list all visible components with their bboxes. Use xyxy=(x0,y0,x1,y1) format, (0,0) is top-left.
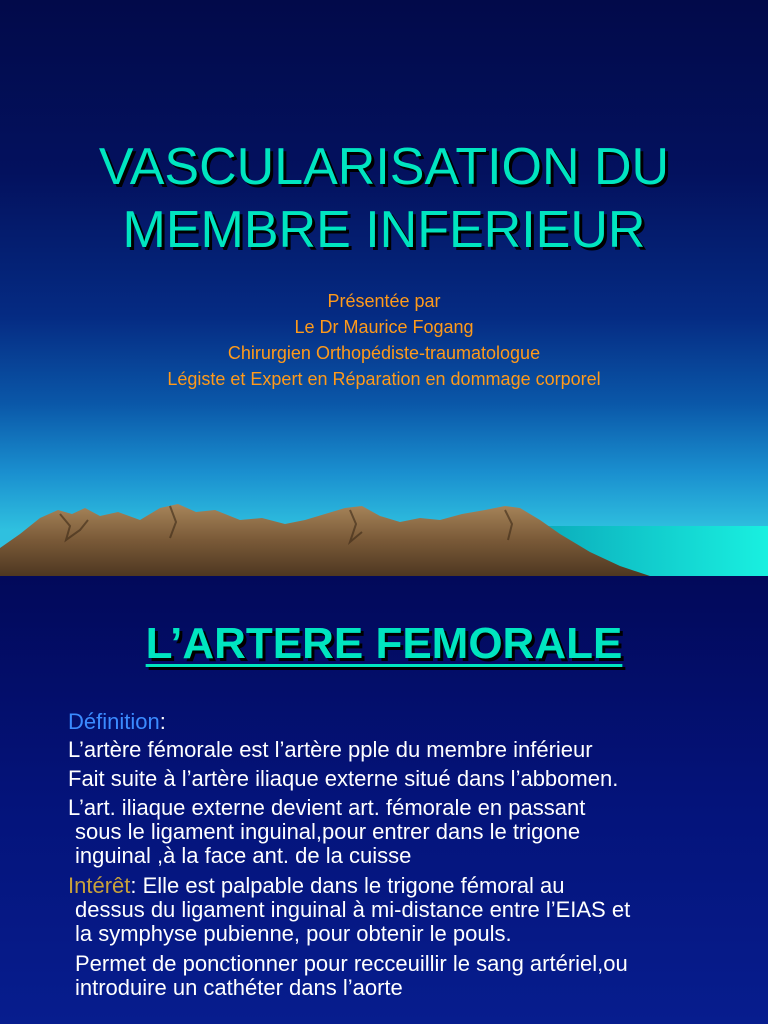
text-line: inguinal ,à la face ant. de la cuisse xyxy=(75,843,412,868)
presenter-name: Le Dr Maurice Fogang xyxy=(294,317,474,337)
presented-by: Présentée par xyxy=(327,291,441,311)
text-line: Permet de ponctionner pour recceuillir le sang artériel,ou xyxy=(75,951,628,976)
definition-label: Définition xyxy=(68,709,160,734)
definition-heading xyxy=(68,710,758,734)
slide2-body xyxy=(68,710,758,1006)
title-line-1: VASCULARISATION DU xyxy=(98,138,670,196)
text-line: sous le ligament inguinal,pour entrer dans le trigone xyxy=(75,819,581,844)
text-line: introduire un cathéter dans l’aorte xyxy=(75,975,403,1000)
mountain-landscape-image xyxy=(0,490,768,576)
title-line-2: MEMBRE INFERIEUR xyxy=(122,201,646,259)
text-line: L’art. iliaque externe devient art. fémorale en passant xyxy=(68,795,586,820)
text-paragraph xyxy=(68,952,758,1000)
slide2-title: L’ARTERE FEMORALE xyxy=(145,619,623,668)
text-line: Fait suite à l’artère iliaque externe situé dans l’abbomen. xyxy=(68,766,619,791)
text-line: la symphyse pubienne, pour obtenir le pouls. xyxy=(75,921,512,946)
text-line: L’artère fémorale est l’artère pple du membre inférieur xyxy=(68,737,593,762)
presenter-specialty: Chirurgien Orthopédiste-traumatologue xyxy=(227,343,541,363)
definition-colon: : xyxy=(159,709,166,734)
slide-title-heading xyxy=(0,136,768,262)
text-line: dessus du ligament inguinal à mi-distance entre l’EIAS et xyxy=(75,897,631,922)
interet-label: Intérêt xyxy=(68,873,131,898)
text-paragraph xyxy=(68,796,758,868)
slide-femoral-artery xyxy=(0,576,768,1024)
presenter-expertise: Légiste et Expert en Réparation en dommage corporel xyxy=(167,369,601,389)
presenter-info xyxy=(0,288,768,392)
interet-paragraph xyxy=(68,874,758,946)
text-line: : Elle est palpable dans le trigone fémoral au xyxy=(130,873,565,898)
